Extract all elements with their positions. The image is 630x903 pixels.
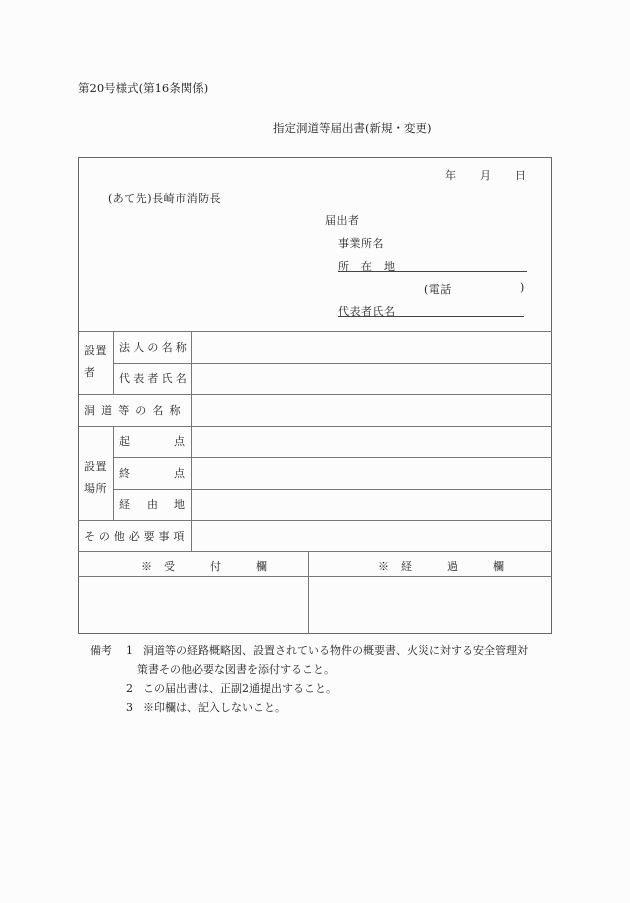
note-3-number: 3 — [126, 701, 133, 714]
address-label: 所 在 地 — [338, 260, 396, 273]
submitter-label: 届出者 — [325, 214, 360, 227]
phone-field[interactable] — [460, 281, 515, 295]
form-title: 指定洞道等届出書(新規・変更) — [273, 121, 432, 135]
date-year-label: 年 — [445, 169, 457, 182]
note-2-number: 2 — [126, 682, 133, 695]
progress-column-header: ※ 経 過 欄 — [378, 560, 505, 573]
note-3-text: ※印欄は、記入しないこと。 — [143, 701, 286, 714]
end-point-input[interactable] — [192, 458, 551, 488]
location-group-label-2: 場所 — [84, 482, 107, 495]
location-group-label: 設置 — [84, 460, 107, 473]
date-day-label: 日 — [515, 169, 527, 182]
addressee: (あて先)長崎市消防長 — [108, 192, 222, 205]
reception-column-header: ※ 受 付 欄 — [141, 560, 268, 573]
start-point-label-left: 起 — [119, 435, 131, 448]
note-1-number: 1 — [126, 644, 133, 657]
corporate-name-label: 法人の名称 — [119, 341, 190, 354]
via-point-label-right: 地 — [174, 498, 186, 511]
end-point-label-left: 終 — [119, 467, 131, 480]
via-point-input[interactable] — [192, 490, 551, 519]
other-matters-label: そ の 他 必 要 事 項 — [84, 530, 185, 543]
reception-box — [79, 577, 307, 633]
progress-box — [309, 577, 551, 633]
start-point-input[interactable] — [192, 427, 551, 456]
date-month-label: 月 — [480, 169, 492, 182]
business-name-label: 事業所名 — [338, 237, 384, 250]
phone-open-label: (電話 — [424, 283, 452, 296]
divider — [113, 331, 114, 394]
form-number: 第20号様式(第16条関係) — [78, 81, 209, 95]
other-matters-input[interactable] — [192, 521, 551, 550]
corporate-name-input[interactable] — [192, 332, 551, 362]
facility-name-input[interactable] — [192, 395, 551, 425]
representative-label: 代表者氏名 — [338, 305, 396, 318]
installer-group-label: 設置 — [84, 344, 107, 357]
note-1-text-continued: 策書その他必要な図書を添付すること。 — [137, 663, 335, 676]
divider — [113, 426, 114, 520]
via-point-label-mid: 由 — [147, 498, 159, 511]
note-2-text: この届出書は、正副2通提出すること。 — [143, 682, 337, 695]
representative-name-input[interactable] — [192, 364, 551, 393]
installer-group-label-2: 者 — [84, 366, 96, 379]
note-1-text: 洞道等の経路概略図、設置されている物件の概要書、火災に対する安全管理対 — [143, 644, 528, 657]
phone-close-label: ) — [520, 281, 525, 294]
facility-name-label: 洞 道 等 の 名 称 — [84, 404, 182, 417]
notes-heading: 備考 — [90, 644, 112, 657]
end-point-label-right: 点 — [174, 467, 186, 480]
via-point-label-left: 経 — [119, 498, 131, 511]
start-point-label-right: 点 — [174, 435, 186, 448]
representative-name-label: 代表者氏名 — [119, 372, 190, 385]
divider — [78, 551, 552, 552]
